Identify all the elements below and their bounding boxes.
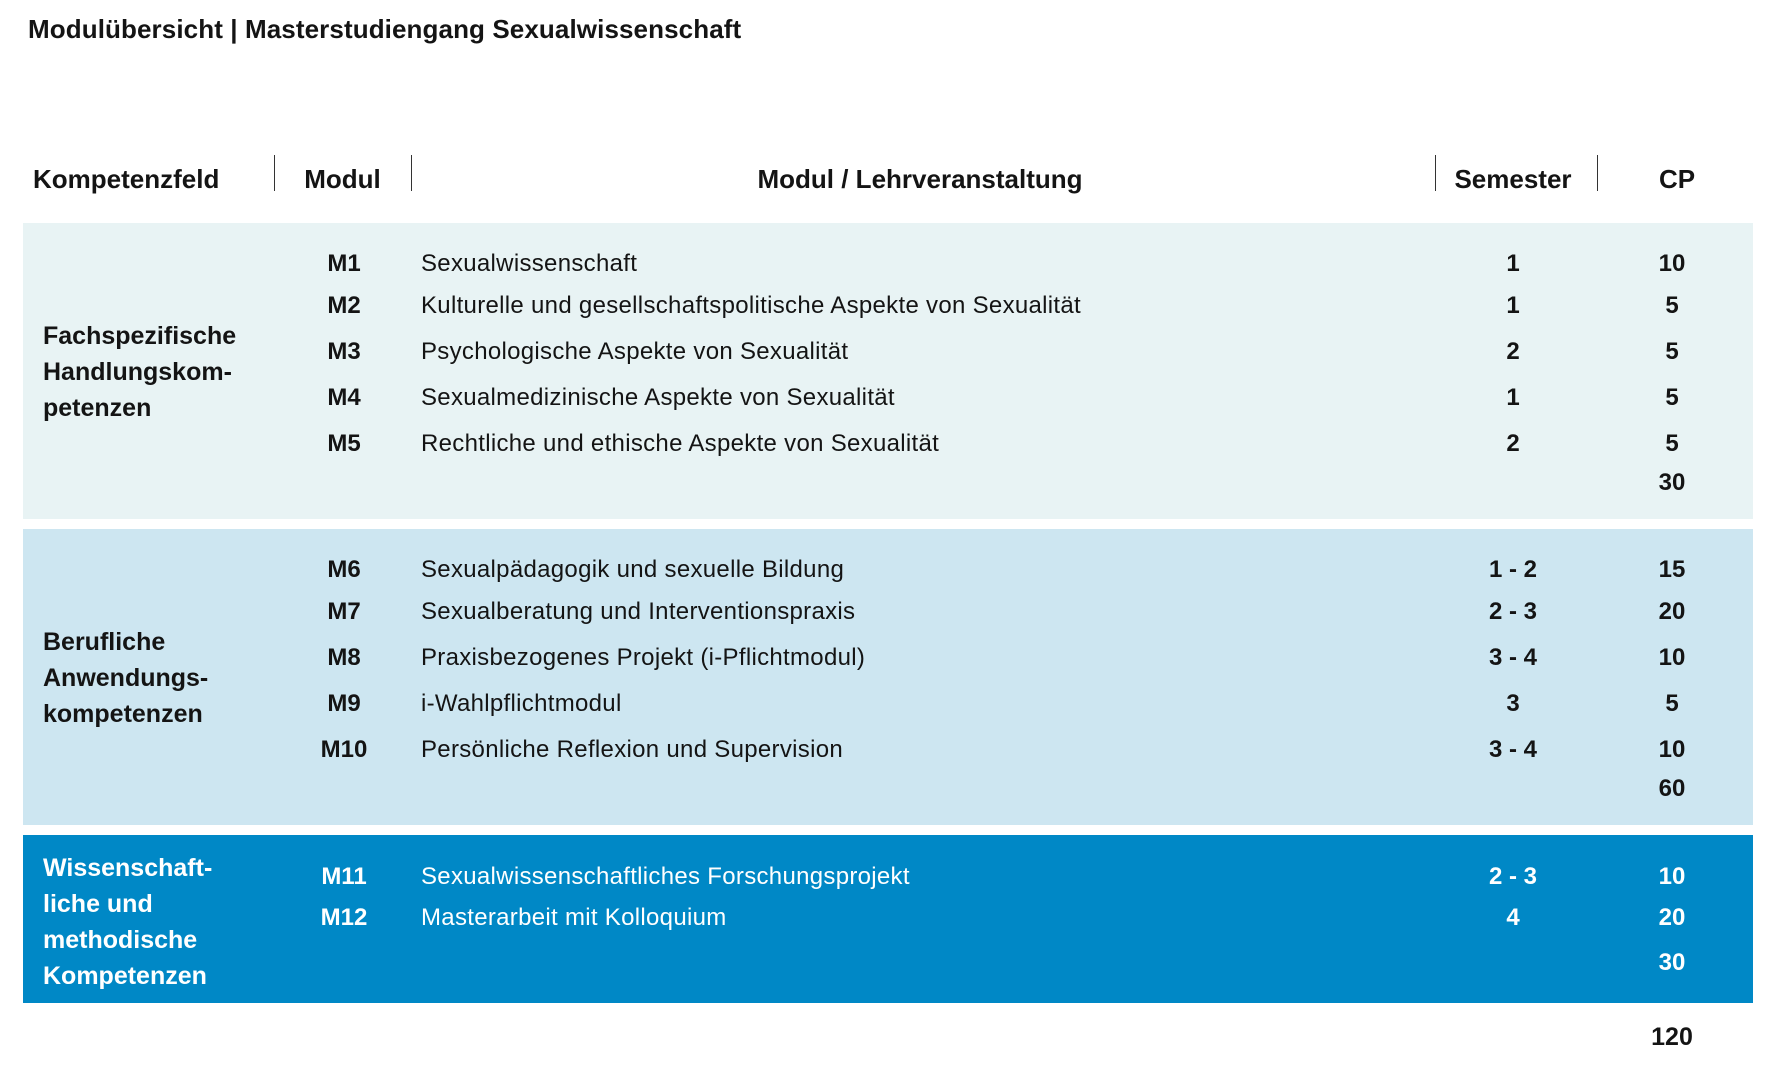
modul-title: Sexualmedizinische Aspekte von Sexualität xyxy=(421,384,895,411)
modul-code: M11 xyxy=(321,863,367,890)
table-row xyxy=(23,596,1753,628)
header-semester: Semester xyxy=(1454,164,1572,194)
header-cp: CP xyxy=(1658,164,1696,194)
group-total-cp: 30 xyxy=(1658,949,1686,976)
modul-cp: 20 xyxy=(1658,904,1686,931)
modul-cp: 10 xyxy=(1658,863,1686,890)
page-title: Modulübersicht | Masterstudiengang Sexualwissenschaft xyxy=(28,14,742,44)
modul-title: Psychologische Aspekte von Sexualität xyxy=(421,338,849,365)
modul-code: M6 xyxy=(327,556,361,583)
kompetenzfeld-line: liche und xyxy=(43,890,153,918)
modul-semester: 3 - 4 xyxy=(1488,736,1538,763)
modul-semester: 1 xyxy=(1506,384,1520,411)
modul-title: Rechtliche und ethische Aspekte von Sexualität xyxy=(421,430,940,457)
modul-cp: 5 xyxy=(1665,384,1679,411)
modul-title: Kulturelle und gesellschaftspolitische Aspekte von Sexualität xyxy=(421,292,1082,319)
modul-code: M2 xyxy=(327,292,361,319)
modul-title: Sexualwissenschaftliches Forschungsprojekt xyxy=(421,863,910,890)
modul-cp: 5 xyxy=(1665,690,1679,717)
modul-title: Sexualpädagogik und sexuelle Bildung xyxy=(421,556,845,583)
modul-cp: 5 xyxy=(1665,292,1679,319)
table-row xyxy=(23,428,1753,460)
header-lehrveranstaltung: Modul / Lehrveranstaltung xyxy=(757,164,1083,194)
modul-title: Persönliche Reflexion und Supervision xyxy=(421,736,844,763)
table-row xyxy=(23,554,1753,586)
table-row xyxy=(23,290,1753,322)
modul-semester: 1 xyxy=(1506,250,1520,277)
table-row xyxy=(23,642,1753,674)
modul-code: M8 xyxy=(327,644,361,671)
modul-code: M1 xyxy=(327,250,361,277)
kompetenzfeld-line: kompetenzen xyxy=(43,700,203,728)
kompetenzfeld-line: Handlungskom- xyxy=(43,358,232,386)
modul-code: M9 xyxy=(327,690,361,717)
modul-cp: 15 xyxy=(1658,556,1686,583)
table-row xyxy=(23,248,1753,280)
modul-code: M5 xyxy=(327,430,361,457)
modul-title: i-Wahlpflichtmodul xyxy=(421,690,622,717)
kompetenzfeld-line: Berufliche xyxy=(43,628,166,656)
modul-semester: 1 xyxy=(1506,292,1520,319)
modul-code: M3 xyxy=(327,338,361,365)
table-row xyxy=(23,382,1753,414)
modul-code: M7 xyxy=(327,598,361,625)
modul-cp: 10 xyxy=(1658,736,1686,763)
modul-title: Masterarbeit mit Kolloquium xyxy=(421,904,727,931)
table-row xyxy=(23,688,1753,720)
modul-semester: 2 xyxy=(1506,338,1520,365)
modul-code: M4 xyxy=(327,384,361,411)
table-row xyxy=(23,902,1753,934)
grand-total-cp: 120 xyxy=(1651,1023,1693,1051)
modul-cp: 10 xyxy=(1658,644,1686,671)
group-berufliche xyxy=(23,529,1753,825)
kompetenzfeld-line: Kompetenzen xyxy=(43,962,207,990)
kompetenzfeld-line: Anwendungs- xyxy=(43,664,209,692)
modul-code: M10 xyxy=(320,736,368,763)
modul-semester: 4 xyxy=(1506,904,1520,931)
modul-cp: 10 xyxy=(1658,250,1686,277)
header-modul: Modul xyxy=(304,164,381,194)
modul-semester: 2 - 3 xyxy=(1488,863,1538,890)
kompetenzfeld-line: methodische xyxy=(43,926,198,954)
group-fachspezifische xyxy=(23,223,1753,519)
group-total-cp: 60 xyxy=(1658,775,1686,802)
header-kompetenzfeld: Kompetenzfeld xyxy=(33,164,220,194)
modul-title: Praxisbezogenes Projekt (i-Pflichtmodul) xyxy=(421,644,866,671)
modul-semester: 2 - 3 xyxy=(1488,598,1538,625)
kompetenzfeld-line: Fachspezifische xyxy=(43,322,237,350)
kompetenzfeld-line: Wissenschaft- xyxy=(43,854,213,882)
table-row xyxy=(23,734,1753,766)
modul-semester: 2 xyxy=(1506,430,1520,457)
table-row xyxy=(23,336,1753,368)
modul-title: Sexualwissenschaft xyxy=(421,250,638,277)
modul-title: Sexualberatung und Interventionspraxis xyxy=(421,598,856,625)
group-total-cp: 30 xyxy=(1658,469,1686,496)
table-row xyxy=(23,861,1753,893)
modul-semester: 3 xyxy=(1506,690,1520,717)
kompetenzfeld-line: petenzen xyxy=(43,394,152,422)
modul-semester: 1 - 2 xyxy=(1488,556,1538,583)
modul-cp: 20 xyxy=(1658,598,1686,625)
modul-code: M12 xyxy=(320,904,368,931)
table-header xyxy=(0,155,1772,205)
modul-cp: 5 xyxy=(1665,430,1679,457)
modul-semester: 3 - 4 xyxy=(1488,644,1538,671)
group-wissenschaftliche xyxy=(23,835,1753,1003)
modul-cp: 5 xyxy=(1665,338,1679,365)
